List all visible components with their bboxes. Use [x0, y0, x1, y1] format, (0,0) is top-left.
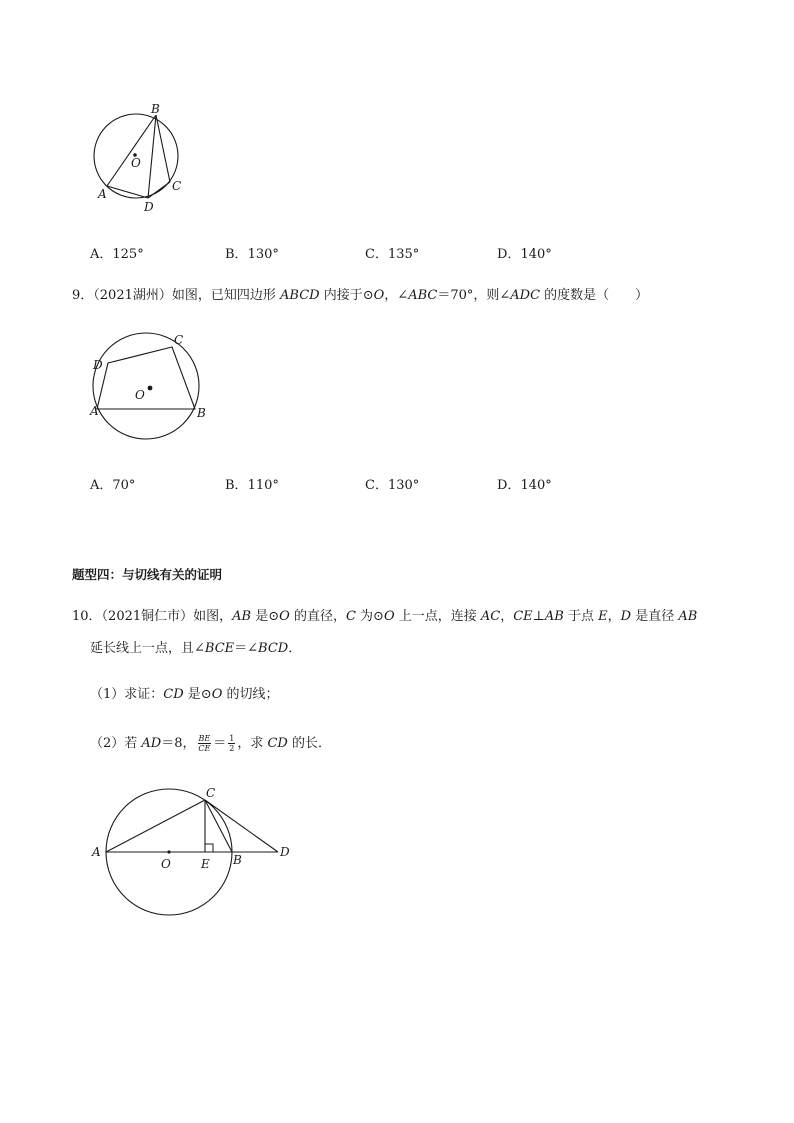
q8-label-b: B	[151, 102, 160, 116]
q10-label-o: O	[161, 857, 171, 871]
q8-segment-dc	[148, 182, 170, 198]
q10-label-c: C	[206, 786, 216, 800]
q9-option-a: A．70°	[90, 478, 136, 493]
q9-quadrilateral	[97, 347, 195, 409]
q10-part2: （2）若 AD＝8， $\frac{BE}{CE}$ ＝ $\frac{1}{2}$ ，求 CD 的长．	[90, 734, 331, 753]
q10-segment-cd	[205, 800, 278, 852]
q8-segment-bd	[148, 115, 156, 198]
q9-option-c: C．130°	[365, 478, 420, 493]
q9-circle	[93, 333, 199, 439]
q10-label-d: D	[280, 845, 290, 859]
q9-label-d: D	[93, 358, 103, 372]
q10-figure	[88, 782, 303, 922]
q8-label-d: D	[144, 200, 154, 214]
q8-option-d: D．140°	[497, 247, 552, 262]
q9-label-b: B	[197, 406, 206, 420]
q10-fraction-be-ce: $\frac{BE}{CE}$	[198, 734, 211, 753]
q10-label-e: E	[201, 857, 210, 871]
q9-center-dot	[148, 386, 153, 391]
q10-segment-ac	[106, 800, 205, 852]
q10-fraction-one-half: $\frac{1}{2}$	[229, 734, 235, 753]
q8-label-c: C	[172, 179, 182, 193]
section-title: 题型四：与切线有关的证明	[72, 567, 223, 582]
q8-option-b: B．130°	[225, 247, 279, 262]
q8-figure	[88, 100, 198, 215]
q8-label-a: A	[98, 187, 107, 201]
q9-label-c: C	[174, 333, 184, 347]
q9-option-d: D．140°	[497, 478, 552, 493]
q10-stem-line1: 10．（2021铜仁市）如图，AB 是⊙O 的直径，C 为⊙O 上一点，连接 AC，CE⊥AB 于点 E，D 是直径 AB	[72, 609, 698, 624]
q10-center-dot	[167, 850, 170, 853]
q8-segment-ab	[107, 115, 156, 186]
q10-stem-line2: 延长线上一点，且∠BCE＝∠BCD．	[90, 641, 302, 656]
q9-figure	[88, 330, 213, 445]
q8-segment-ad	[107, 186, 148, 198]
q9-stem: 9．（2021湖州）如图，已知四边形 ABCD 内接于⊙O，∠ABC＝70°，则∠ADC 的度数是（ ）	[72, 288, 649, 303]
q10-right-angle-mark	[205, 844, 213, 852]
q8-option-a: A．125°	[90, 247, 144, 262]
q9-label-a: A	[90, 404, 99, 418]
q8-option-c: C．135°	[365, 247, 420, 262]
q8-segment-bc	[156, 115, 170, 182]
q9-option-b: B．110°	[225, 478, 279, 493]
q10-label-a: A	[92, 845, 101, 859]
q8-label-o: O	[131, 156, 141, 170]
q10-label-b: B	[233, 853, 242, 867]
q9-label-o: O	[135, 388, 145, 402]
q10-part1: （1）求证：CD 是⊙O 的切线；	[90, 687, 279, 702]
